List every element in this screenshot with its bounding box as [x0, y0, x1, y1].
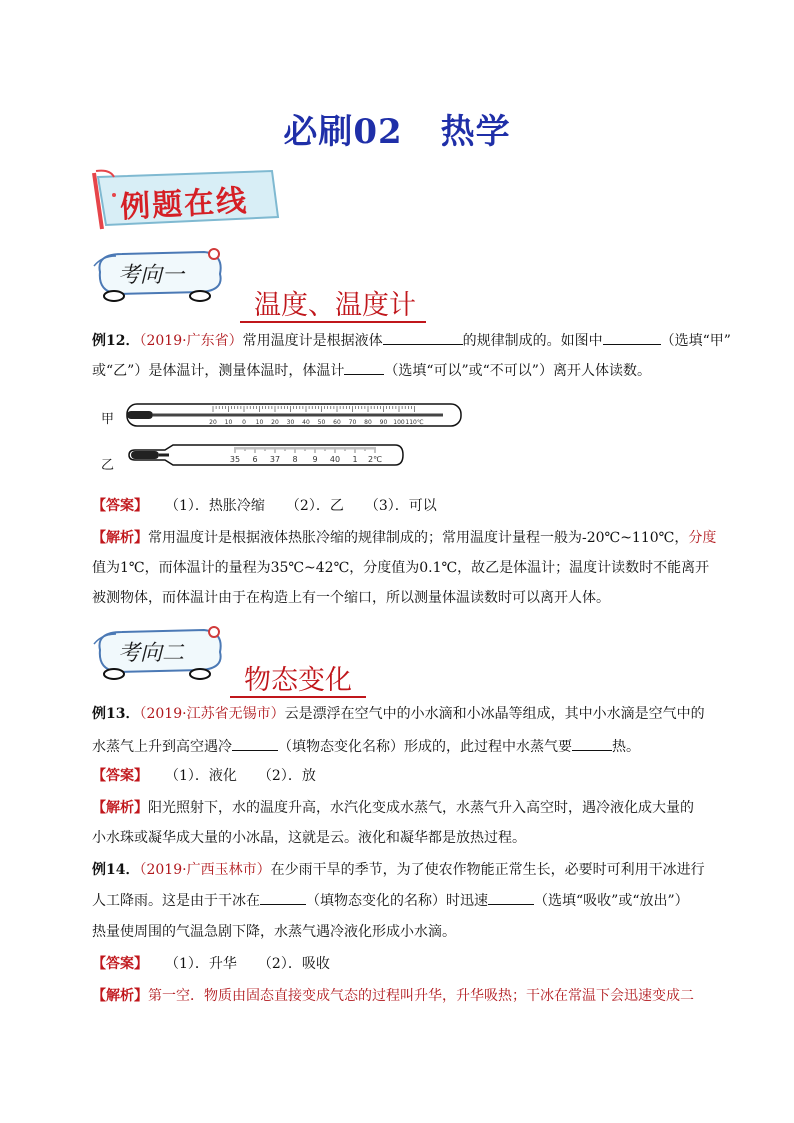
page-title — [0, 104, 794, 153]
ex13-blank-1 — [232, 736, 278, 751]
scale-label: 40 — [302, 419, 310, 426]
scale-label: 60 — [333, 419, 341, 426]
scale-label: 1 — [352, 455, 358, 464]
analysis-tag: 【解析】 — [92, 800, 148, 816]
ex12-blank-2 — [603, 330, 661, 345]
ex12-analysis-text: 分度 — [688, 530, 717, 546]
title-part1: 必刷02 — [283, 112, 403, 152]
scale-label: 8 — [292, 455, 298, 464]
scale-label: 110℃ — [405, 419, 424, 426]
scale-label: 6 — [252, 455, 258, 464]
analysis-tag: 【解析】 — [92, 988, 148, 1004]
ex14-question-line3: 热量使周围的气温急剧下降，水蒸气遇冷液化形成小水滴。 — [92, 924, 456, 940]
answer-tag: 【答案】 — [92, 956, 148, 972]
ex12-text: 常用温度计是根据液体 — [242, 333, 383, 349]
section2-badge — [92, 624, 232, 684]
ex13-analysis-line1 — [92, 798, 717, 818]
section2-badge-text: 考向二 — [118, 641, 185, 666]
ex13-analysis-line2: 小水珠或凝华成大量的小冰晶，这就是云。液化和凝华都是放热过程。 — [92, 830, 526, 846]
scale-label: 40 — [329, 455, 341, 464]
section2-heading — [230, 658, 366, 697]
ex13-question-line2 — [92, 736, 717, 757]
ex14-source: （2019·广西玉林市） — [139, 862, 271, 878]
thermometer-figure — [125, 400, 465, 480]
ex12-text: （选填“甲” — [660, 333, 731, 349]
ex14-text: （填物态变化的名称）时迅速 — [306, 893, 488, 909]
scale-label: 0 — [242, 419, 246, 426]
ex14-text: 人工降雨。这是由于干冰在 — [92, 893, 260, 909]
scale-label: 100 — [393, 419, 405, 426]
scale-label: 9 — [312, 455, 318, 464]
scale-label: 80 — [364, 419, 372, 426]
scale-label: 30 — [286, 419, 295, 426]
ex13-text: （填物态变化名称）形成的，此过程中水蒸气要 — [278, 739, 572, 755]
ex14-label: 例14． — [92, 862, 140, 878]
answer-tag: 【答案】 — [92, 498, 148, 514]
ex12-analysis-line1 — [92, 528, 717, 548]
ex12-text: 的规律制成的。如图中 — [462, 333, 603, 349]
ex12-blank-1 — [383, 330, 463, 345]
ex13-analysis-text: 阳光照射下，水的温度升高，水汽化变成水蒸气，水蒸气升入高空时，遇冷液化成大量的 — [148, 800, 694, 816]
analysis-tag: 【解析】 — [92, 530, 148, 546]
scale-label: 20 — [209, 419, 217, 426]
ex14-answer-text: （1）．升华 （2）．吸收 — [172, 956, 330, 972]
ex12-source: （2019·广东省） — [139, 333, 243, 349]
ex13-answer-text: （1）．液化 （2）．放 — [172, 768, 316, 784]
ex12-answer-text: （1）．热胀冷缩 （2）．乙 （3）．可以 — [172, 498, 437, 514]
ex14-analysis-text: 第一空．物质由固态直接变成气态的过程叫升华，升华吸热；干冰在常温下会迅速变成二 — [148, 988, 694, 1004]
thermometer-yi-label: 乙 — [101, 458, 115, 473]
scale-label: 2℃ — [367, 455, 383, 464]
ex13-blank-2 — [572, 736, 612, 751]
ex12-label: 例12． — [92, 333, 140, 349]
section2-heading-text: 物态变化 — [230, 665, 366, 698]
ex14-text: （选填“吸收”或“放出”） — [534, 893, 689, 909]
ex14-question-line2 — [92, 890, 717, 911]
ex13-label: 例13． — [92, 706, 140, 722]
ex14-text: 在少雨干旱的季节，为了使农作物能正常生长，必要时可利用干冰进行 — [270, 862, 705, 878]
ex12-analysis-line2: 值为1℃，而体温计的量程为35℃~42℃，分度值为0.1℃，故乙是体温计；温度计读数时不能离开 — [92, 560, 710, 576]
scale-label: 90 — [379, 419, 388, 426]
ex14-blank-2 — [488, 890, 534, 905]
ex12-text: 或“乙”）是体温计，测量体温时，体温计 — [92, 363, 345, 379]
ex12-question-line2 — [92, 360, 717, 381]
ex13-answer — [92, 766, 717, 786]
scale-label: 37 — [269, 455, 281, 464]
ex14-answer — [92, 954, 717, 974]
banner-text: 例题在线 — [119, 183, 250, 226]
ex12-analysis-line3: 被测物体，而体温计由于在构造上有一个缩口，所以测量体温读数时可以离开人体。 — [92, 590, 610, 606]
scale-label: 10 — [224, 419, 233, 426]
scale-label: 50 — [317, 419, 326, 426]
ex14-blank-1 — [260, 890, 306, 905]
ex13-text: 水蒸气上升到高空遇冷 — [92, 739, 232, 755]
ex12-question-line1 — [92, 330, 731, 351]
ex12-text: （选填“可以”或“不可以”）离开人体读数。 — [384, 363, 651, 379]
title-part2: 热学 — [440, 112, 511, 152]
ex13-question-line1 — [92, 704, 717, 724]
section1-heading — [240, 283, 426, 322]
ex14-question-line1 — [92, 860, 717, 880]
thermometer-yi — [129, 445, 403, 465]
ex14-analysis-line1 — [92, 986, 717, 1006]
ex12-blank-3 — [344, 360, 384, 375]
ex12-analysis-text: 常用温度计是根据液体热胀冷缩的规律制成的；常用温度计量程一般为-20℃~110℃， — [148, 530, 689, 546]
section1-badge-text: 考向一 — [118, 263, 185, 288]
section1-badge — [92, 246, 232, 306]
scale-label: 35 — [229, 455, 241, 464]
scale-label: 10 — [255, 419, 264, 426]
section1-heading-text: 温度、温度计 — [240, 290, 426, 323]
ex13-source: （2019·江苏省无锡市） — [139, 706, 285, 722]
example-banner — [92, 165, 282, 237]
ex12-answer — [92, 496, 717, 516]
ex13-text: 云是漂浮在空气中的小水滴和小冰晶等组成，其中小水滴是空气中的 — [284, 706, 705, 722]
scale-label: 20 — [271, 419, 279, 426]
scale-label: 70 — [348, 419, 357, 426]
ex13-text: 热。 — [612, 739, 640, 755]
answer-tag: 【答案】 — [92, 768, 148, 784]
thermometer-jia-label: 甲 — [101, 412, 115, 427]
